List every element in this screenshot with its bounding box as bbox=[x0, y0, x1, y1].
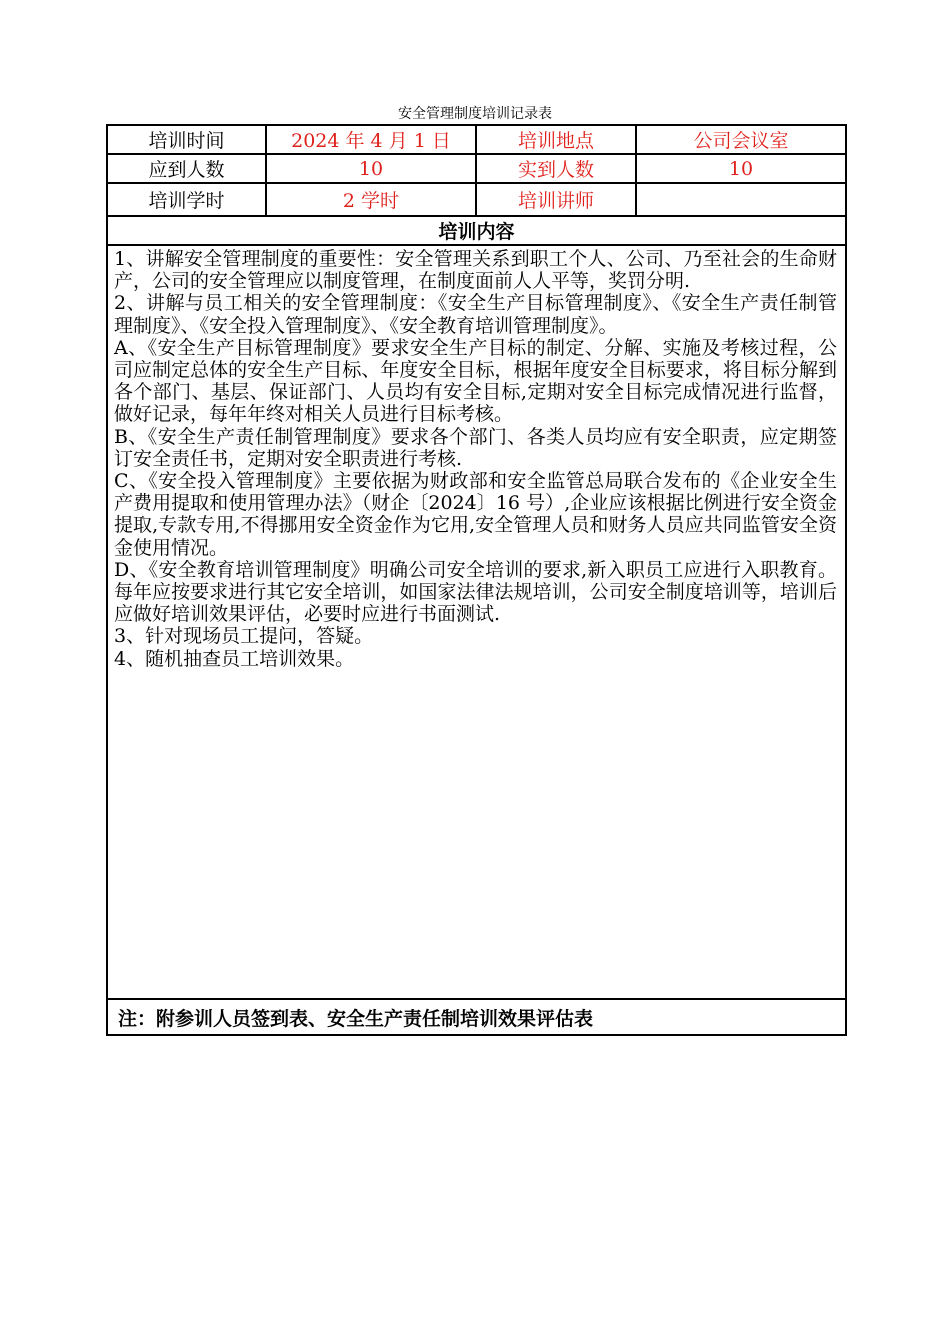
content-paragraph: B、《安全生产责任制管理制度》要求各个部门、各类人员均应有安全职责，应定期签订安全责任书，定期对安全职责进行考核. bbox=[114, 425, 837, 470]
content-paragraph: 1、讲解安全管理制度的重要性：安全管理关系到职工个人、公司、乃至社会的生命财产，公司的安全管理应以制度管理，在制度面前人人平等，奖罚分明. bbox=[114, 248, 837, 293]
document-title: 安全管理制度培训记录表 bbox=[398, 106, 552, 122]
train-time-label: 培训时间 bbox=[107, 125, 266, 154]
train-place-value: 公司会议室 bbox=[636, 125, 846, 154]
training-content bbox=[107, 245, 846, 999]
content-paragraph: C、《安全投入管理制度》主要依据为财政部和安全监管总局联合发布的《企业安全生产费用提取和使用管理办法》（财企〔2024〕16 号）,企业应该根据比例进行安全资金提取,专款专用,不得挪用安全资金作为它用,安全管理人员和财务人员应共同监管安全资金使用情况。 bbox=[114, 470, 837, 559]
table-row bbox=[107, 999, 846, 1035]
lecturer-label: 培训讲师 bbox=[476, 183, 636, 216]
content-paragraph: 4、随机抽查员工培训效果。 bbox=[114, 647, 355, 670]
content-header: 培训内容 bbox=[107, 216, 846, 245]
training-hours-label: 培训学时 bbox=[107, 183, 266, 216]
table-row bbox=[107, 125, 846, 154]
train-time-value: 2024 年 4 月 1 日 bbox=[266, 125, 476, 154]
content-paragraph: 3、针对现场员工提问，答疑。 bbox=[114, 625, 374, 648]
table-row bbox=[107, 216, 846, 245]
content-paragraph: A、《安全生产目标管理制度》要求安全生产目标的制定、分解、实施及考核过程，公司应制定总体的安全生产目标、年度安全目标，根据年度安全目标要求，将目标分解到各个部门、基层、保证部门、人员均有安全目标,定期对安全目标完成情况进行监督，做好记录，每年年终对相关人员进行目标考核。 bbox=[114, 336, 837, 426]
attachment-note: 注：附参训人员签到表、安全生产责任制培训效果评估表 bbox=[107, 999, 846, 1035]
actual-attendance-value: 10 bbox=[636, 154, 846, 183]
expected-attendance-label: 应到人数 bbox=[107, 154, 266, 183]
table-row bbox=[107, 183, 846, 216]
table-row bbox=[107, 245, 846, 999]
actual-attendance-label: 实到人数 bbox=[476, 154, 636, 183]
training-record-table bbox=[106, 124, 847, 1036]
training-hours-value: 2 学时 bbox=[266, 183, 476, 216]
train-place-label: 培训地点 bbox=[476, 125, 636, 154]
table-row bbox=[107, 154, 846, 183]
expected-attendance-value: 10 bbox=[266, 154, 476, 183]
content-paragraph: D、《安全教育培训管理制度》明确公司安全培训的要求,新入职员工应进行入职教育。每年应按要求进行其它安全培训，如国家法律法规培训，公司安全制度培训等，培训后应做好培训效果评估，必要时应进行书面测试. bbox=[114, 558, 837, 626]
content-paragraph: 2、讲解与员工相关的安全管理制度：《安全生产目标管理制度》、《安全生产责任制管理制度》、《安全投入管理制度》、《安全教育培训管理制度》。 bbox=[114, 292, 837, 337]
lecturer-value bbox=[636, 183, 846, 216]
